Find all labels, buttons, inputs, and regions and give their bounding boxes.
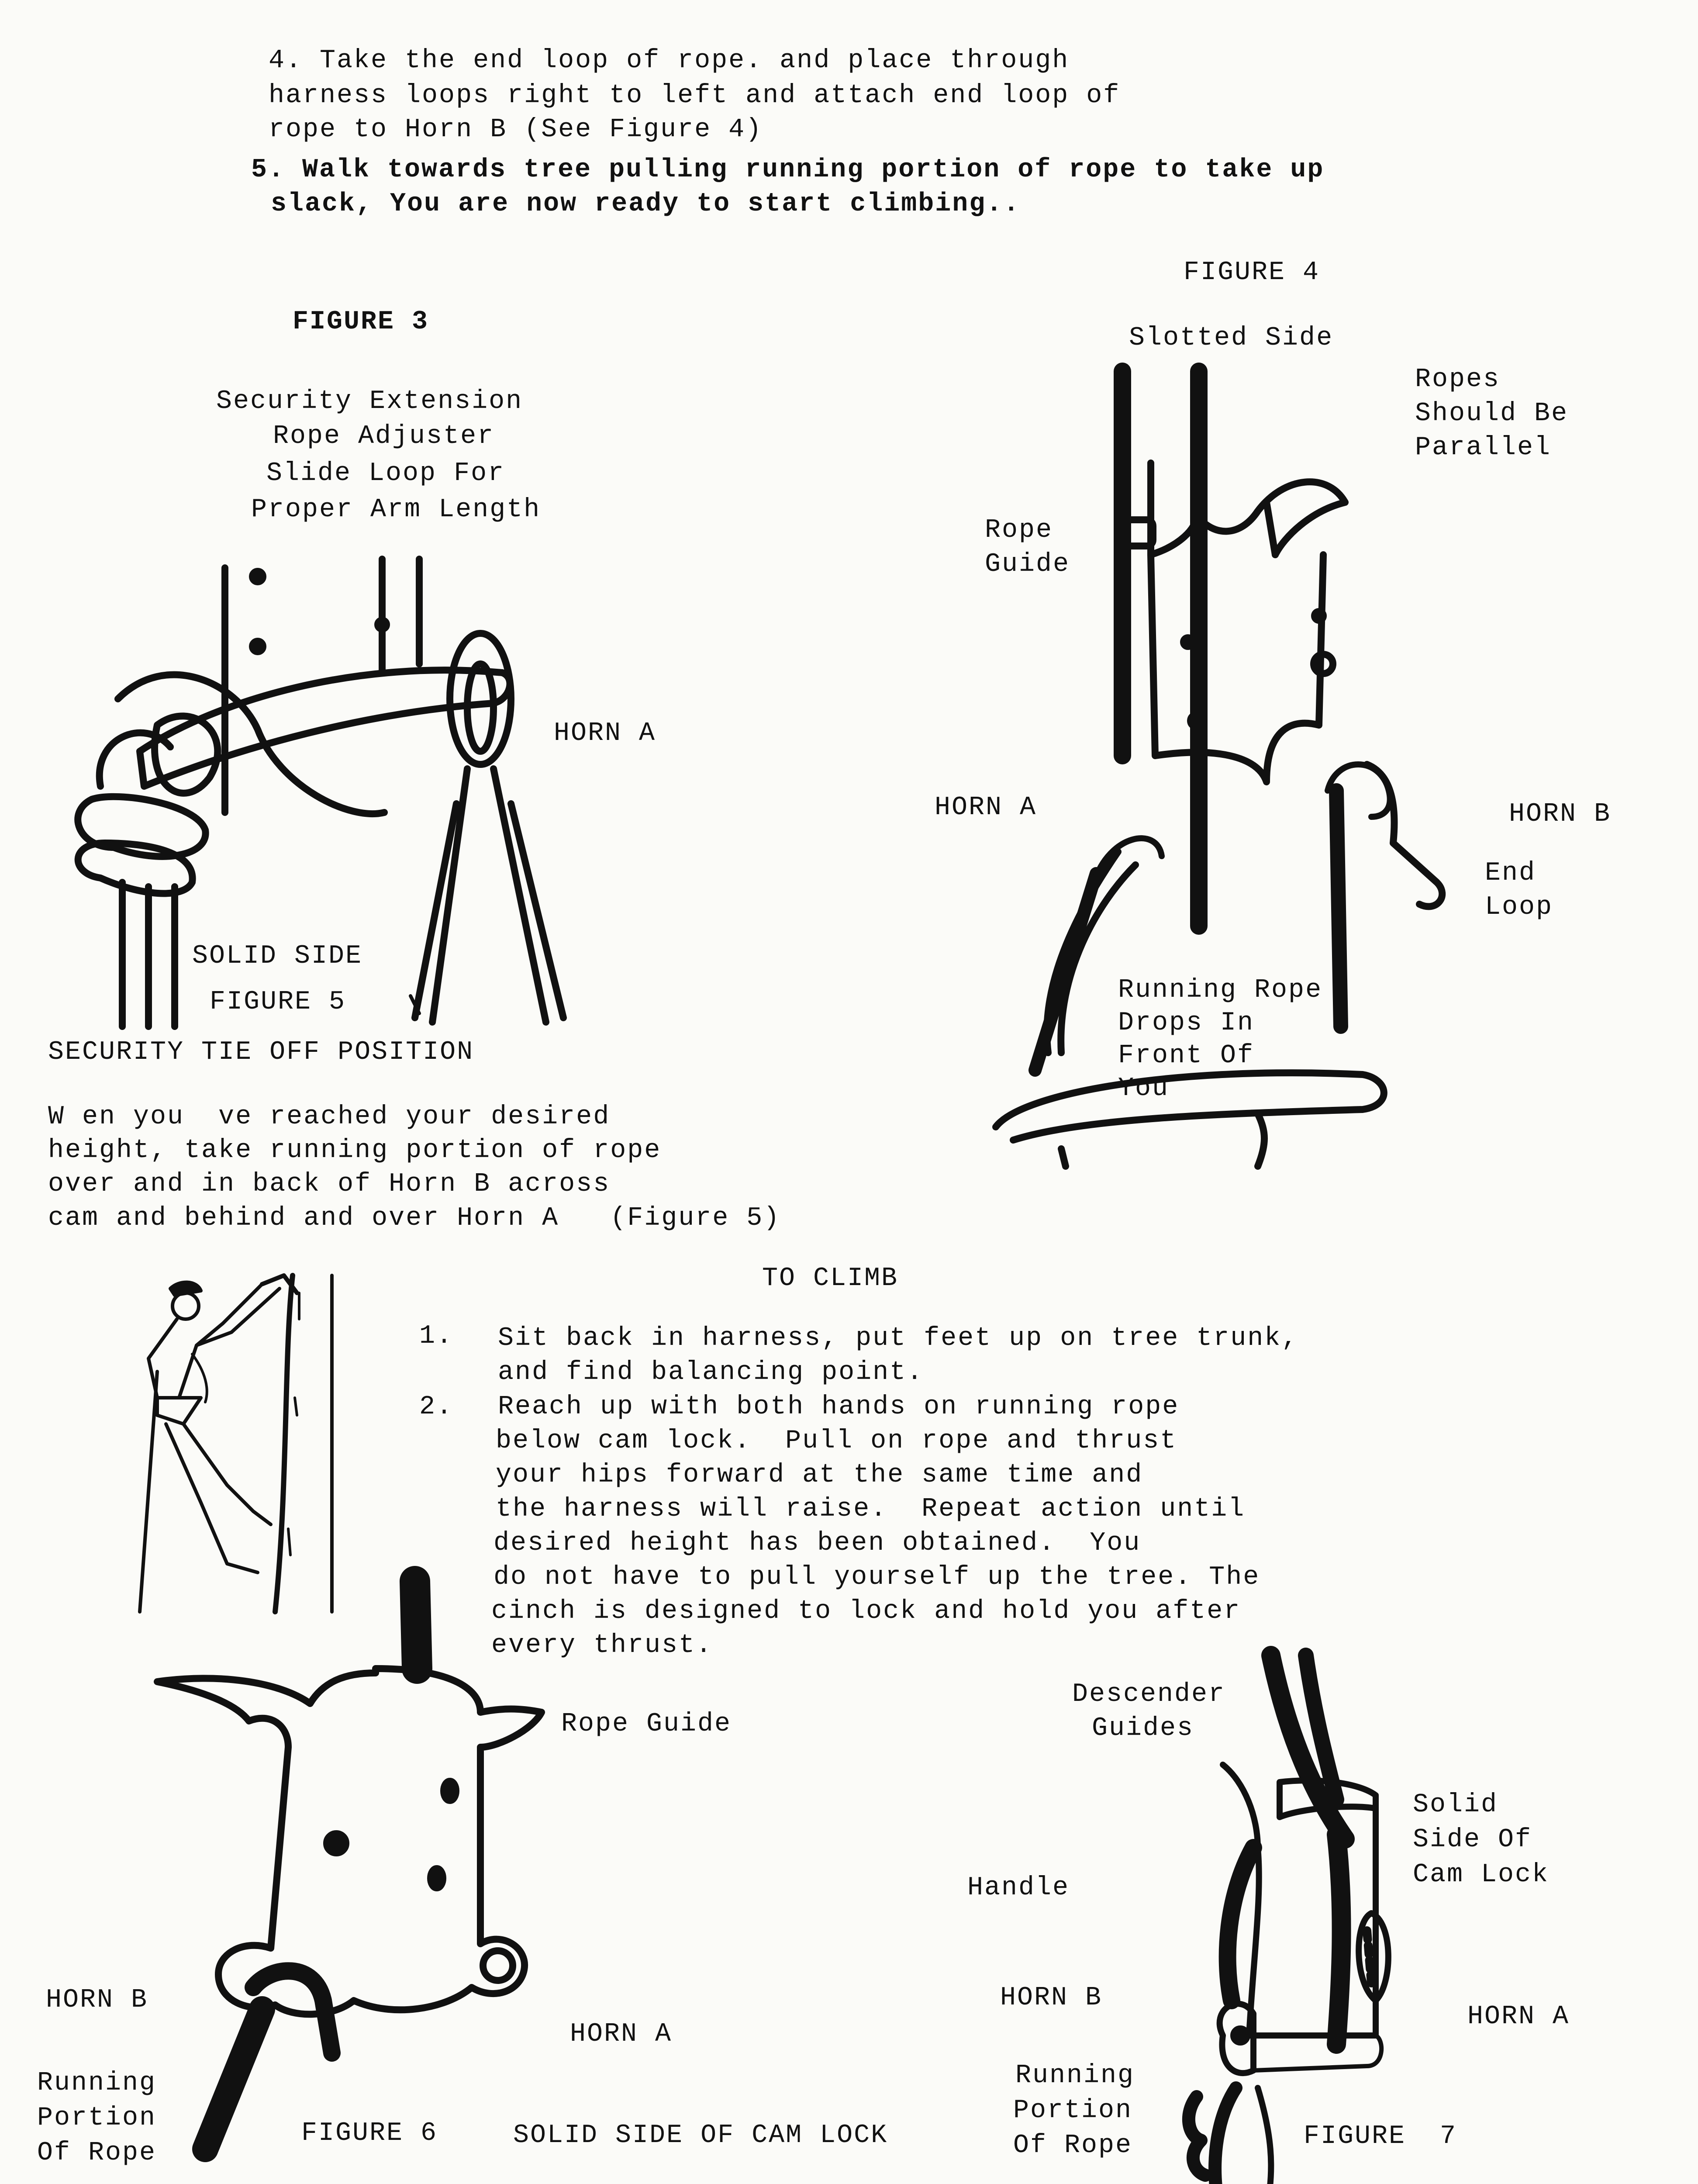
step4-line2: harness loops right to left and attach end loop of <box>269 81 1121 111</box>
figure4-parallel-1: Ropes <box>1415 365 1501 394</box>
figure6-title: FIGURE 6 <box>301 2118 438 2148</box>
figure7-descender-2: Guides <box>1092 1714 1194 1743</box>
figure3-title: FIGURE 3 <box>293 307 429 337</box>
climber-illustration <box>131 1267 349 1616</box>
step5-line2: slack, You are now ready to start climbing.. <box>271 189 1021 219</box>
figure4-title: FIGURE 4 <box>1184 258 1320 287</box>
figure7-solid-side-1: Solid <box>1413 1790 1498 1820</box>
figure6-illustration <box>148 1581 568 2149</box>
figure4-illustration <box>952 371 1537 1166</box>
figure6-horn-a-label: HORN A <box>570 2019 673 2049</box>
figure4-horn-a-label: HORN A <box>935 793 1037 822</box>
to-climb-item2-line2: below cam lock. Pull on rope and thrust <box>496 1426 1177 1456</box>
to-climb-item2-line3: your hips forward at the same time and <box>496 1460 1143 1490</box>
step5-line1: 5. Walk towards tree pulling running portion of rope to take up <box>251 155 1325 185</box>
figure5-body-4: cam and behind and over Horn A (Figure 5) <box>48 1203 781 1233</box>
figure4-end-loop-1: End <box>1485 858 1536 888</box>
figure7-horn-a-label: HORN A <box>1467 2002 1570 2032</box>
figure3-caption-2: Rope Adjuster <box>273 422 495 451</box>
figure7-horn-b-label: HORN B <box>1000 1983 1103 2013</box>
to-climb-heading: TO CLIMB <box>762 1264 899 1293</box>
figure6-running-1: Running <box>37 2068 157 2098</box>
figure4-running-rope-3: Front Of <box>1118 1041 1255 1071</box>
to-climb-item2-line7: cinch is designed to lock and hold you after <box>491 1597 1241 1626</box>
to-climb-item2-line6: do not have to pull yourself up the tree. The <box>494 1562 1260 1592</box>
step4-line3: rope to Horn B (See Figure 4) <box>269 115 763 145</box>
figure5-heading: SECURITY TIE OFF POSITION <box>48 1037 474 1067</box>
figure4-running-rope-1: Running Rope <box>1118 975 1323 1005</box>
figure7-handle-label: Handle <box>967 1873 1070 1903</box>
figure7-descender-1: Descender <box>1072 1679 1226 1709</box>
to-climb-item2-line1: Reach up with both hands on running rope <box>498 1392 1180 1422</box>
figure7-running-2: Portion <box>1013 2096 1133 2125</box>
to-climb-item2-line8: every thrust. <box>491 1631 713 1660</box>
step4-line1: 4. Take the end loop of rope. and place through <box>269 46 1070 76</box>
figure7-illustration <box>1149 1651 1454 2184</box>
figure7-title: FIGURE 7 <box>1304 2122 1457 2151</box>
figure6-running-2: Portion <box>37 2103 157 2133</box>
figure4-parallel-2: Should Be <box>1415 399 1569 429</box>
to-climb-item1-line2: and find balancing point. <box>498 1358 924 1387</box>
to-climb-number-1: 1. <box>419 1321 454 1351</box>
figure4-end-loop-2: Loop <box>1485 892 1553 922</box>
figure6-running-3: Of Rope <box>37 2138 157 2168</box>
figure6-solid-side-label: SOLID SIDE OF CAM LOCK <box>513 2121 888 2150</box>
figure5-body-2: height, take running portion of rope <box>48 1136 662 1165</box>
figure6-horn-b-label: HORN B <box>46 1985 148 2015</box>
figure3-horn-a-label: HORN A <box>554 719 656 748</box>
figure4-parallel-3: Parallel <box>1415 433 1552 463</box>
figure3-caption-4: Proper Arm Length <box>251 495 541 525</box>
figure4-running-rope-2: Drops In <box>1118 1008 1255 1038</box>
figure7-running-3: Of Rope <box>1013 2131 1133 2160</box>
figure7-solid-side-3: Cam Lock <box>1413 1860 1550 1890</box>
figure3-caption-3: Slide Loop For <box>266 459 505 488</box>
figure7-running-1: Running <box>1015 2061 1135 2091</box>
to-climb-item1-line1: Sit back in harness, put feet up on tree trunk, <box>498 1324 1299 1353</box>
figure4-slotted-side-label: Slotted Side <box>1129 323 1334 353</box>
figure4-rope-guide-2: Guide <box>985 549 1070 579</box>
figure4-running-rope-4: You <box>1118 1074 1170 1103</box>
figure5-body-3: over and in back of Horn B across <box>48 1169 611 1199</box>
figure7-solid-side-2: Side Of <box>1413 1825 1532 1855</box>
figure5-body-1: W en you ve reached your desired <box>48 1102 611 1132</box>
figure6-rope-guide-label: Rope Guide <box>561 1709 732 1739</box>
figure3-caption-1: Security Extension <box>216 387 523 416</box>
to-climb-item2-line5: desired height has been obtained. You <box>494 1528 1141 1558</box>
figure5-title: FIGURE 5 <box>210 987 346 1017</box>
figure5-solid-side-label: SOLID SIDE <box>192 941 363 971</box>
to-climb-number-2: 2. <box>419 1392 454 1422</box>
figure4-horn-b-label: HORN B <box>1509 799 1612 829</box>
to-climb-item2-line4: the harness will raise. Repeat action until <box>496 1494 1246 1524</box>
figure4-rope-guide-1: Rope <box>985 515 1053 545</box>
